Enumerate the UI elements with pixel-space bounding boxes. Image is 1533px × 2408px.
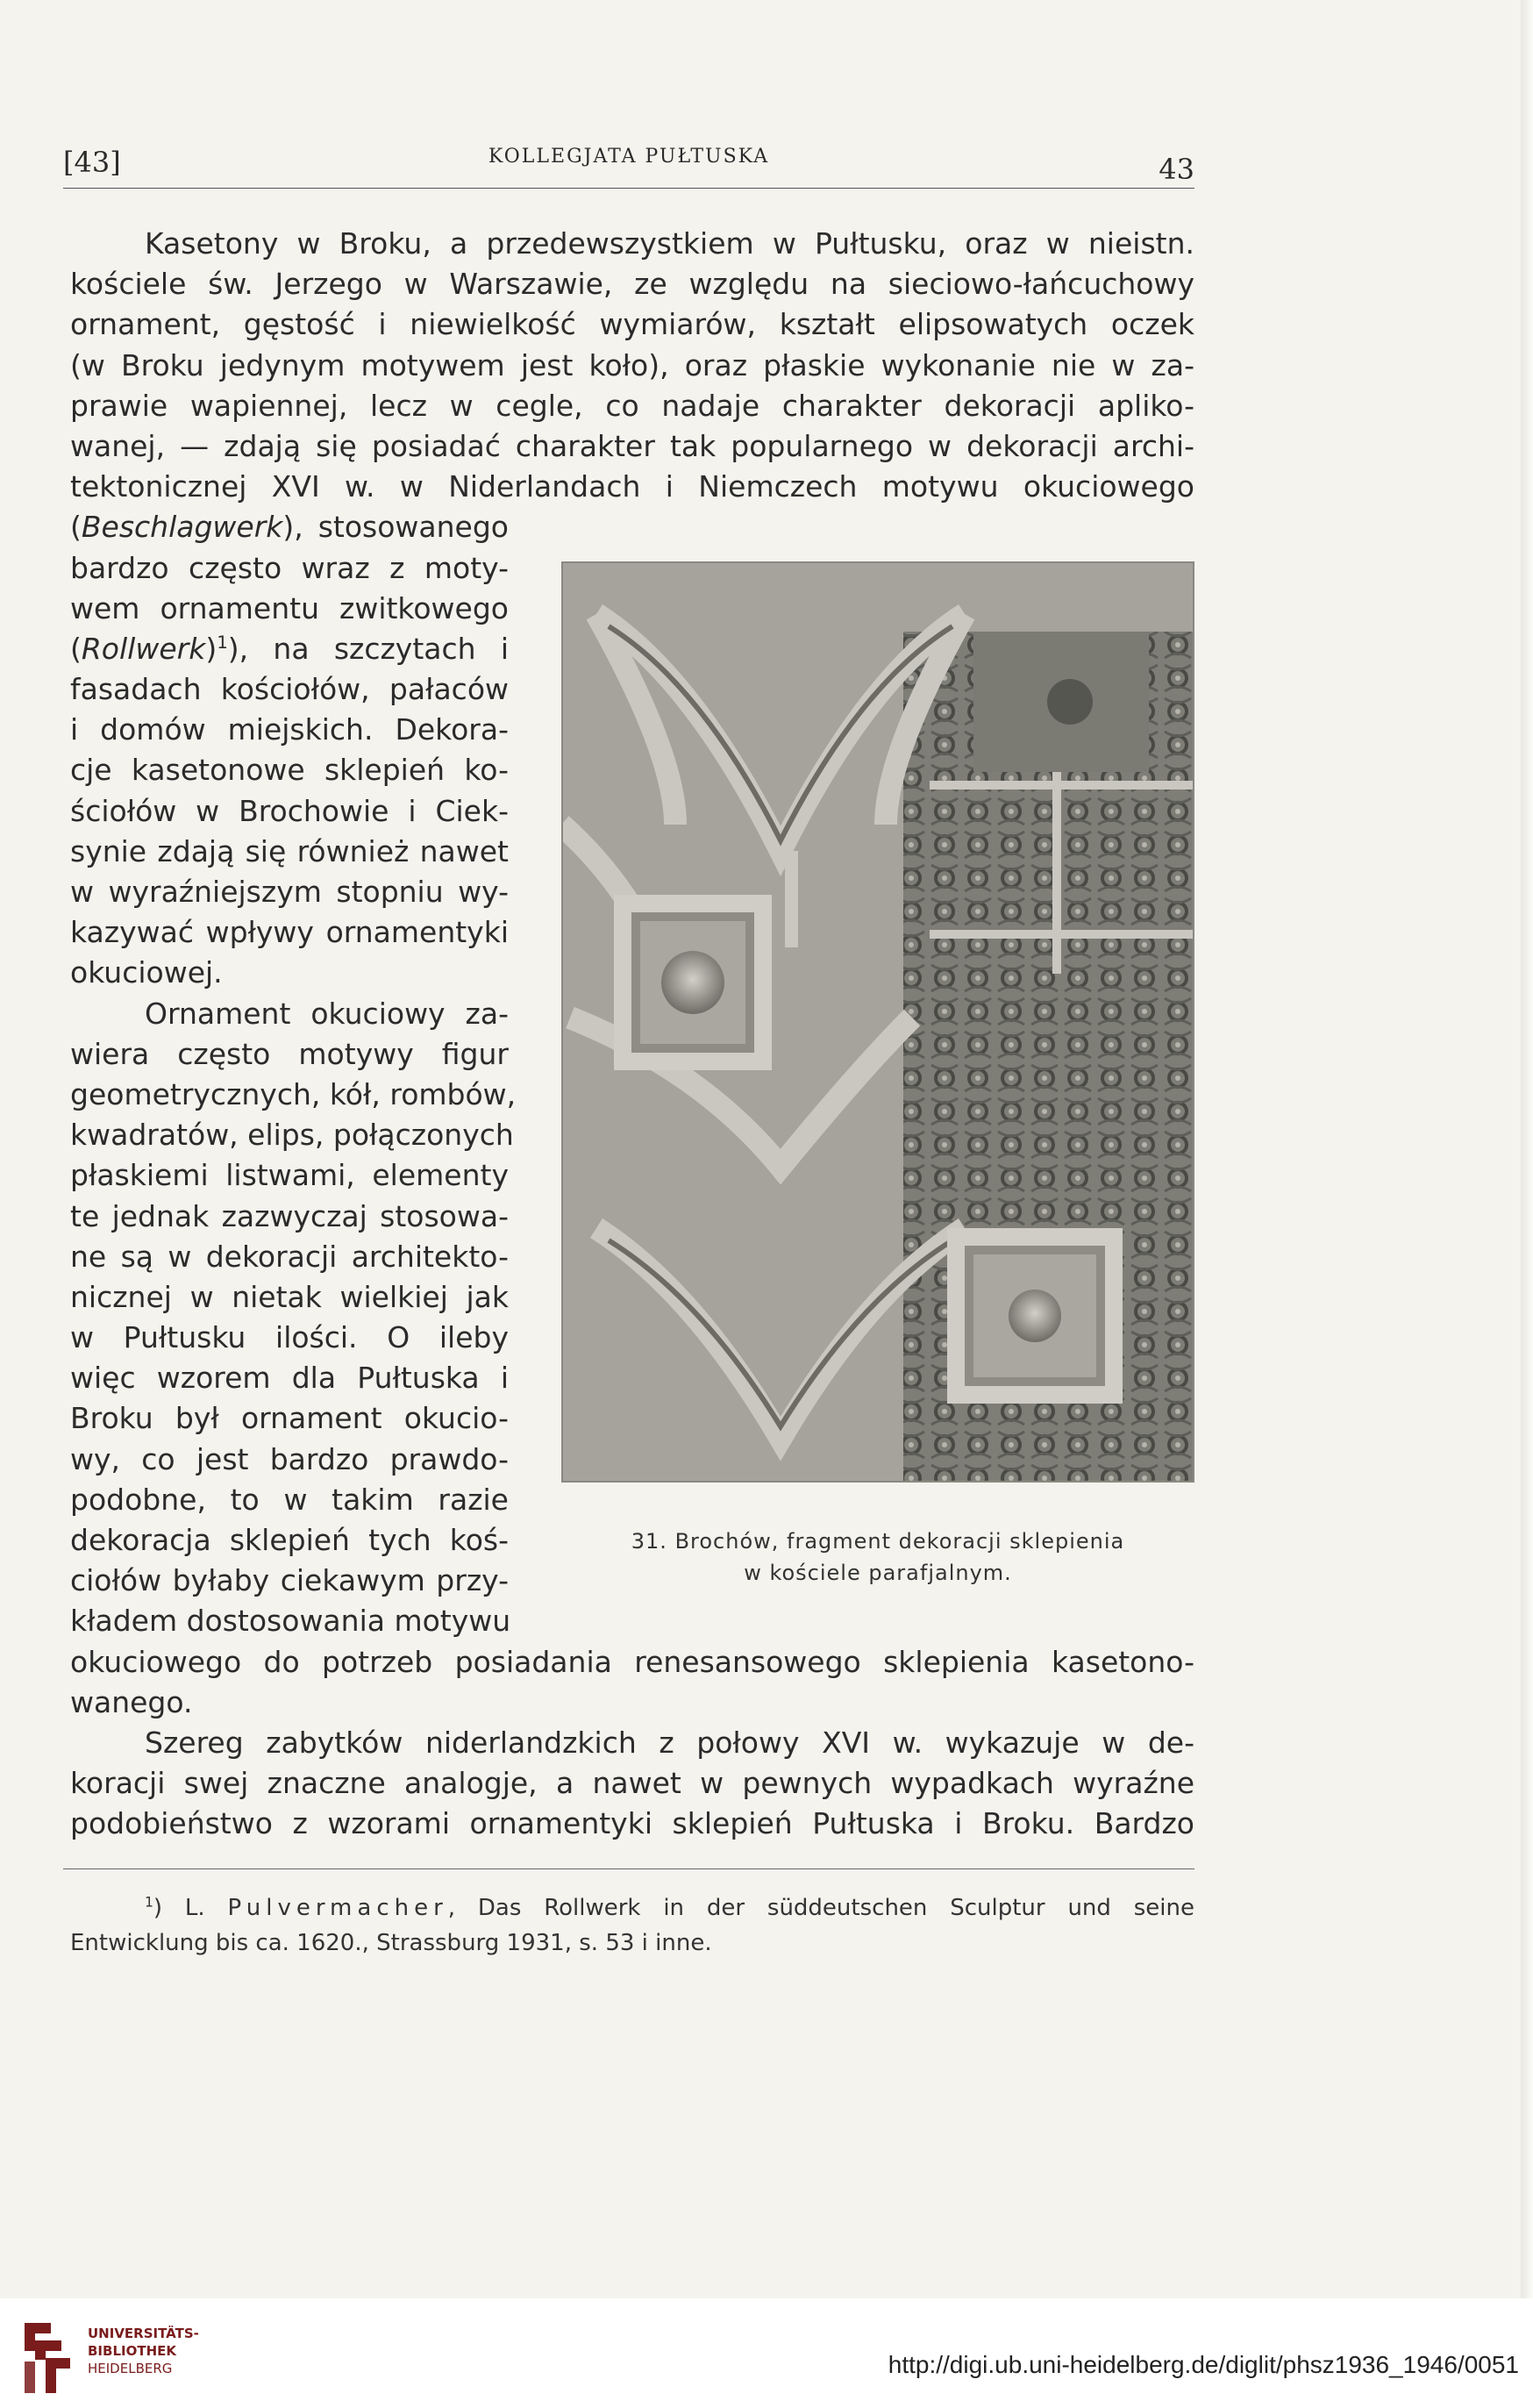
body-line: prawie wapiennej, lecz w cegle, co nadaje charakter dekoracji apliko- bbox=[70, 388, 1194, 423]
footnote bbox=[70, 1890, 1194, 1961]
library-name-line: UNIVERSITÄTS- bbox=[88, 2326, 199, 2341]
text-fragment: ), na szczytach i bbox=[227, 631, 509, 666]
body-line: cje kasetonowe sklepień ko- bbox=[70, 753, 509, 788]
library-logo-icon bbox=[16, 2316, 79, 2400]
page-edge-shadow bbox=[1521, 0, 1533, 2298]
caption-line: w kościele parafjalnym. bbox=[744, 1561, 1012, 1585]
digitization-footer bbox=[0, 2298, 1533, 2408]
running-head bbox=[63, 140, 1194, 186]
author-surname: Pulvermacher bbox=[227, 1895, 448, 1921]
body-line: w wyraźniejszym stopniu wy- bbox=[70, 875, 509, 909]
body-line bbox=[70, 507, 509, 547]
body-line: i domów miejskich. Dekora- bbox=[70, 712, 509, 747]
body-line: bardzo często wraz z moty- bbox=[70, 550, 509, 585]
footnote-marker: 1 bbox=[145, 1894, 153, 1911]
body-line: podobne, to w takim razie bbox=[70, 1482, 509, 1517]
body-line: Kasetony w Broku, a przedewszystkiem w Pułtusku, oraz w nieistn. bbox=[145, 226, 1194, 261]
author-initial: L. bbox=[184, 1895, 205, 1921]
footnote-line: $^1$) L. Pulvermacher, Das Rollwerk in der süddeutschen Sculptur und seine bbox=[145, 1894, 1194, 1921]
upper-right-coffer bbox=[973, 632, 1149, 772]
body-line: (w Broku jedynym motywem jest koło), oraz płaskie wykonanie nie w za- bbox=[70, 347, 1194, 382]
footnote-line: Entwicklung bis ca. 1620., Strassburg 1931, s. 53 i inne. bbox=[70, 1930, 712, 1956]
body-line: geometrycznych, kół, rombów, bbox=[70, 1076, 517, 1111]
figure-caption bbox=[561, 1529, 1194, 1592]
body-line: więc wzorem dla Pułtuska i bbox=[70, 1361, 509, 1396]
citation-title: , Das Rollwerk in der süddeutschen Sculptur und seine bbox=[447, 1895, 1194, 1921]
body-line: ściołów w Brochowie i Ciek- bbox=[70, 793, 509, 828]
body-line: wiera często motywy figur bbox=[70, 1036, 509, 1071]
body-line: kładem dostosowania motywu bbox=[70, 1604, 511, 1639]
body-line: ornament, gęstość i niewielkość wymiarów, kształt elipsowatych oczek bbox=[70, 307, 1194, 342]
body-line: koracji swej znaczne analogje, a nawet w pewnych wypadkach wyraźne bbox=[70, 1766, 1194, 1801]
body-line: fasadach kościołów, pałaców bbox=[70, 672, 509, 707]
body-line: Ornament okuciowy za- bbox=[145, 996, 509, 1031]
body-line: tektonicznej XVI w. w Niderlandach i Niemczech motywu okuciowego bbox=[70, 469, 1194, 504]
caption-line: 31. Brochów, fragment dekoracji sklepienia bbox=[631, 1529, 1125, 1554]
body-line: wem ornamentu zwitkowego bbox=[70, 590, 509, 625]
figure-31-photo bbox=[561, 561, 1194, 1483]
body-line: podobieństwo z wzorami ornamentyki sklepień Pułtuska i Broku. Bardzo bbox=[70, 1806, 1194, 1841]
footnote-ref[interactable]: 1 bbox=[217, 632, 228, 653]
body-line: płaskiemi listwami, elementy bbox=[70, 1158, 509, 1193]
body-line: synie zdają się również nawet bbox=[70, 833, 509, 868]
body-line: wy, co jest bardzo prawdo- bbox=[70, 1441, 509, 1476]
body-line: ne są w dekoracji architekto- bbox=[70, 1239, 509, 1274]
text-fragment: ), stosowanego bbox=[282, 510, 509, 545]
lower-coffer bbox=[947, 1228, 1123, 1404]
page-number: 43 bbox=[1159, 153, 1194, 186]
body-line: okuciowego do potrzeb posiadania renesansowego sklepienia kasetono- bbox=[70, 1644, 1194, 1679]
body-line: ciołów byłaby ciekawym przy- bbox=[70, 1563, 509, 1598]
body-line: te jednak zazwyczaj stosowa- bbox=[70, 1198, 509, 1233]
running-title: KOLLEGJATA PUŁTUSKA bbox=[488, 146, 770, 168]
term-beschlagwerk: Beschlagwerk bbox=[81, 510, 283, 545]
library-name bbox=[88, 2325, 199, 2377]
body-line bbox=[70, 629, 509, 669]
source-url-link[interactable]: http://digi.ub.uni-heidelberg.de/diglit/phsz1936_1946/0051 bbox=[888, 2351, 1519, 2378]
page-ref-bracketed: [43] bbox=[63, 146, 121, 179]
library-name-line: BIBLIOTHEK bbox=[88, 2343, 176, 2359]
body-line: wanego. bbox=[70, 1684, 193, 1719]
term-rollwerk: Rollwerk bbox=[81, 631, 206, 666]
body-line: nicznej w nietak wielkiej jak bbox=[70, 1279, 509, 1314]
body-line: okuciowej. bbox=[70, 955, 223, 990]
text-fragment: ( bbox=[70, 631, 82, 666]
text-fragment: ) bbox=[205, 631, 217, 666]
body-line: w Pułtusku ilości. O ileby bbox=[70, 1320, 509, 1355]
text-fragment: ( bbox=[70, 510, 82, 545]
vault-decoration-illustration bbox=[561, 561, 1194, 1483]
body-line: wanej, — zdają się posiadać charakter tak popularnego w dekoracji archi- bbox=[70, 428, 1194, 463]
header-rule bbox=[63, 188, 1194, 189]
body-line: dekoracja sklepień tych koś- bbox=[70, 1523, 509, 1557]
body-line: Broku był ornament okucio- bbox=[70, 1401, 509, 1436]
library-name-line: HEIDELBERG bbox=[88, 2361, 173, 2376]
body-line: kazywać wpływy ornamentyki bbox=[70, 915, 509, 950]
body-line: Szereg zabytków niderlandzkich z połowy XVI w. wykazuje w de- bbox=[145, 1725, 1194, 1760]
central-coffer bbox=[614, 895, 772, 1070]
body-line: kwadratów, elips, połączonych bbox=[70, 1118, 514, 1153]
body-line: kościele św. Jerzego w Warszawie, ze względu na sieciowo-łańcuchowy bbox=[70, 267, 1194, 302]
